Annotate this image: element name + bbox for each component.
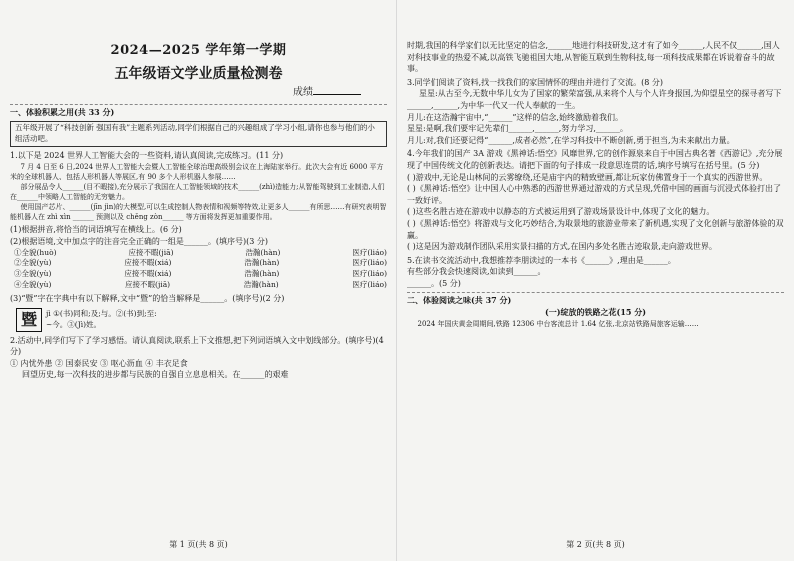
q1-options (10, 248, 387, 292)
q4-item[interactable]: ( )这是因为游戏制作团队采用实景扫描的方式,在国内多处名胜古迹取景,走向游戏世界。 (407, 242, 717, 252)
q5-heading: 5.在读书交流活动中,我想推荐李朋读过的一本书《______》,理由是______。 (407, 255, 676, 265)
page-number: 第 1 页(共 8 页) (169, 540, 228, 550)
section-1-heading: 一、体验积累之用(共 33 分) (10, 104, 387, 119)
exam-year-title: 2024—2025 学年第一学期 (110, 43, 287, 58)
page-right (397, 0, 794, 561)
option-cell: 应接不暇(xiá) (124, 269, 172, 279)
reading-1-text: 2024 年国庆黄金周期间,铁路 12306 中台客流总计 1.64 亿张,北京站铁路局旅客运输…… (417, 319, 699, 328)
q3-line-4: 月儿:对,我们还要记得“______,成者必然”,在学习科技中不断创新,勇于担当,为未来献出力量。 (407, 135, 735, 145)
option-cell: 浩瀚(hàn) (244, 258, 280, 268)
definition-line: jì ①(书)同和;及;与。②(书)到;至: (46, 309, 157, 319)
dictionary-entry (16, 308, 387, 332)
q4-item[interactable]: ( )游戏中,无论是山林间的云雾缭绕,还是庙宇内的精致壁画,都让玩家仿佛置身于一个真实的西游世界。 (407, 172, 768, 182)
dictionary-character: 暨 (16, 308, 42, 332)
q4-item[interactable]: ( )《黑神话:悟空》将游戏与文化巧妙结合,为取景地的旅游业带来了新机遇,实现了文化创新与旅游体验的双赢。 (407, 218, 784, 240)
reading-1-title: (一)绽放的铁路之花(15 分) (544, 307, 647, 318)
q1-sub-2: (2)根据语境,文中加点字的注音完全正确的一组是______。(填序号)(3 分) (10, 237, 268, 247)
q5-line-3: ______。(5 分) (407, 278, 461, 288)
exam-title: 五年级语文学业质量检测卷 (114, 65, 283, 82)
q2-heading: 2.活动中,同学们写下了学习感悟。请认真阅读,联系上下文推想,把下列词语填入文中划线部分。(填序号)(4 分) (10, 335, 384, 357)
option-cell: 医疗(liáo) (352, 269, 387, 279)
option-cell: ④全貌(yù) (14, 280, 52, 290)
option-cell: 应接不暇(jiā) (128, 247, 174, 257)
section-2-heading: 二、体验阅读之味(共 37 分) (407, 292, 784, 307)
q2-options: ① 内忧外患 ② 国泰民安 ③ 呕心沥血 ④ 丰衣足食 (10, 358, 188, 368)
option-cell: 医疗(liáo) (352, 280, 387, 290)
q2-text: 回望历史,每一次科技的进步都与民族的自强自立息息相关。在______的艰难 (22, 370, 289, 380)
q1-sub-3: (3)“暨”字在字典中有以下解释,文中“暨”的恰当解释是______。(填序号)(2 分) (10, 294, 285, 304)
option-cell: 浩瀚(hàn) (243, 280, 279, 290)
option-cell: 医疗(liáo) (352, 247, 387, 257)
dictionary-definitions (46, 309, 157, 330)
option-cell: ③全貌(yù) (14, 269, 52, 279)
option-cell: 医疗(liáo) (352, 258, 387, 268)
option-cell: 浩瀚(hàn) (244, 269, 280, 279)
q3-line-2: 月儿:在这浩瀚宇宙中,“______”这样的信念,始终激励着我们。 (407, 112, 623, 122)
q1-heading: 1.以下是 2024 世界人工智能大会的一些资料,请认真阅读,完成练习。(11 分) (10, 150, 284, 160)
option-row[interactable] (10, 248, 387, 259)
page-number: 第 2 页(共 8 页) (566, 540, 625, 550)
q4-heading: 4.今年我们的国产 3A 游戏《黑神话:悟空》风靡世界,它的创作源泉来自于中国古典名著《西游记》,充分展现了中国传统文化的创新表达。请把下面的句子排成一段意思连贯的话,填序号填写在括号里。(5 分) (407, 149, 783, 170)
option-cell: 应接不暇(jiā) (125, 280, 171, 290)
q4-item[interactable]: ( )这些名胜古迹在游戏中以静态的方式被运用到了游戏场景设计中,体现了文化的魅力。 (407, 207, 715, 217)
q1-paragraph-2: 部分展品令人______(目不暇接),充分展示了我国在人工智能领域的技术______(zhì)造能力;从智能驾驶到工业制造,人们在______中领略人工智能的无穷魅力。 (10, 182, 385, 201)
score-label: 成绩 (293, 87, 313, 99)
option-cell: ①全貌(huò) (14, 247, 57, 257)
q3-line-1: 星星:从古至今,无数中华儿女为了国家的繁荣富强,从来将个人与个人许身报国,为仰望星空的探寻者写下______,______,为中华一代又一代人奉献的一生。 (407, 89, 782, 110)
option-row[interactable] (10, 269, 387, 280)
score-blank[interactable] (313, 94, 361, 95)
option-cell: 浩瀚(hàn) (245, 247, 281, 257)
q4-item[interactable]: ( )《黑神话:悟空》让中国人心中熟悉的西游世界通过游戏的方式呈现,凭借中国的画面与沉浸式体验打出了一致好评。 (407, 184, 782, 205)
intro-box: 五年级开展了“科技创新 强国有我”主题系列活动,同学们根据自己的兴趣组成了学习小组,请你也参与他们的小组活动吧。 (10, 121, 387, 147)
q3-line-3: 星星:是啊,我们要牢记先辈们______,______,努力学习,______。 (407, 124, 628, 134)
q1-sub-1: (1)根据拼音,将恰当的词语填写在横线上。(6 分) (10, 225, 182, 235)
option-row[interactable] (10, 280, 387, 291)
option-row[interactable] (10, 258, 387, 269)
q5-line-2: 有些部分我会快速阅读,如读到______。 (407, 267, 546, 277)
option-cell: ②全貌(yù) (14, 258, 52, 268)
q1-paragraph-1: 7 月 4 日至 6 日,2024 世界人工智能大会暨人工智能全球治理高级别会议在上海陆家举行。此次大会有近 6000 平方米的全球机器人、包括人形机器人等展区,有 90 多个人形机器人参展…… (10, 162, 384, 181)
score-field (10, 86, 361, 101)
option-cell: 应接不暇(xiá) (124, 258, 172, 268)
definition-line: ~今。③(Jì)姓。 (46, 319, 102, 329)
q1-paragraph-3: 使用国产芯片、______(jīn jìn)的大模型,可以生成控制人物表情和视频等特效,让更多人______有所思……有研究表明智能机器人在 zhì xìn ______ 预测以及 chěng zòn______ 等方面将发挥更加重要作用。 (10, 203, 387, 222)
q2-continuation: 时期,我国的科学家们以无比坚定的信念,______地进行科技研发,这才有了如今______,人民不仅______,国人对科技事业的热爱不减,以高铁飞驰祖国大地,从智能互联到生物科技,每一项科技成果都在诉说着奋斗的故事。 (407, 41, 780, 74)
q3-heading: 3.同学们阅读了资料,找一找我们的家国情怀的理由并进行了交流。(8 分) (407, 77, 664, 87)
